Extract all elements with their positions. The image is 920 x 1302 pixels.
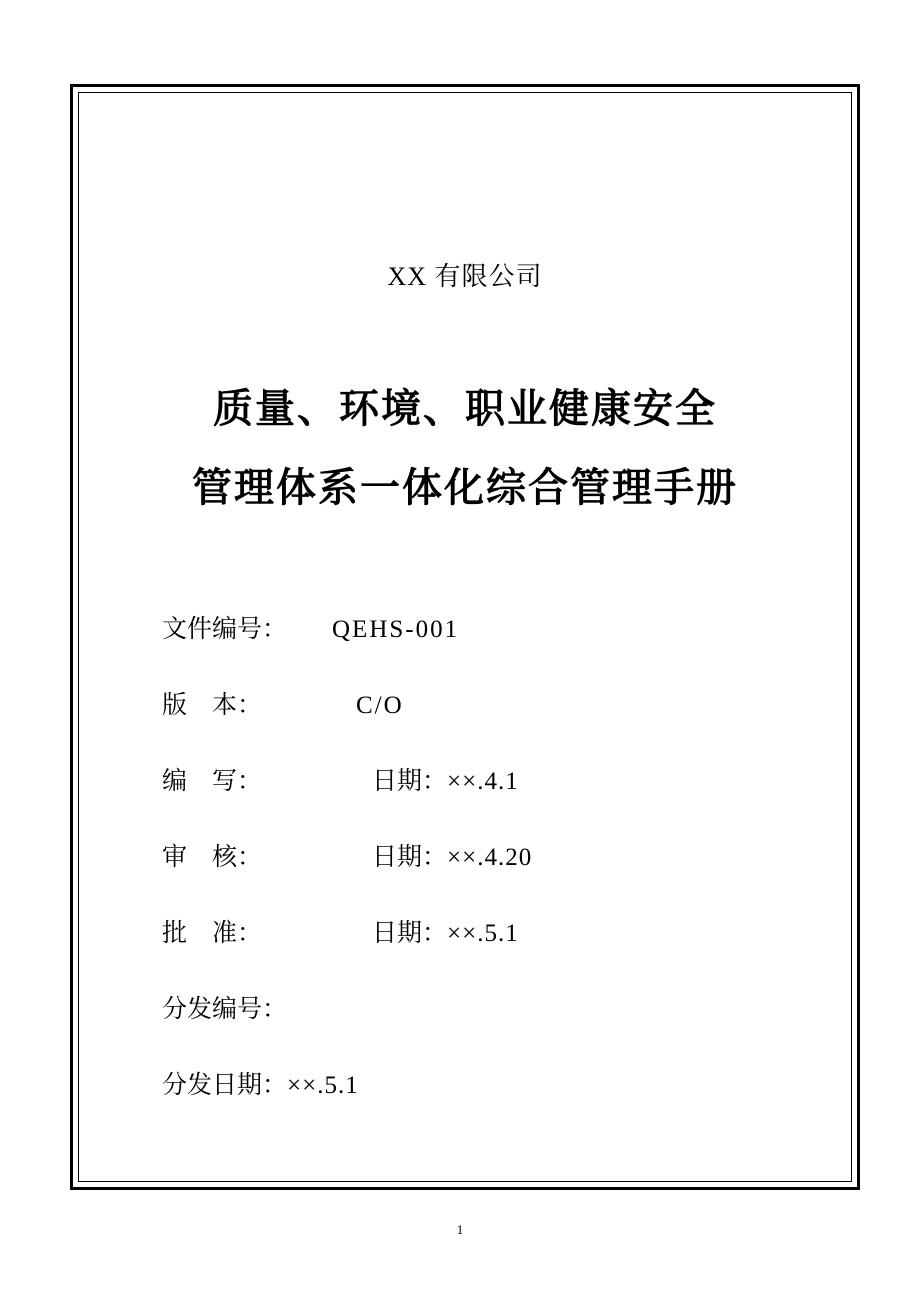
document-title-line-2: 管理体系一体化综合管理手册	[192, 465, 738, 511]
field-row-author	[162, 761, 840, 797]
approver-label: 批 准：	[162, 920, 263, 947]
version-value: C/O	[356, 692, 404, 719]
cover-content	[90, 104, 840, 1170]
field-row-reviewer	[162, 837, 840, 873]
field-row-document-number	[162, 609, 840, 645]
approver-date-label: 日期：	[372, 920, 448, 947]
document-title	[90, 377, 840, 513]
author-label: 编 写：	[162, 768, 263, 795]
author-date-label: 日期：	[372, 768, 448, 795]
author-date-value: ××.4.1	[447, 768, 519, 795]
reviewer-date-label: 日期：	[372, 844, 448, 871]
reviewer-label: 审 核：	[162, 844, 263, 871]
document-number-label: 文件编号：	[162, 616, 288, 643]
reviewer-date-value: ××.4.20	[447, 844, 533, 871]
page-number: 1	[456, 1222, 464, 1237]
document-title-line-1: 质量、环境、职业健康安全	[213, 386, 717, 432]
field-row-approver	[162, 913, 840, 949]
field-row-distribution-date	[162, 1065, 840, 1101]
company-name: XX 有限公司	[387, 262, 543, 291]
approver-date-value: ××.5.1	[447, 920, 519, 947]
distribution-date-value: ××.5.1	[287, 1072, 359, 1099]
version-label: 版 本：	[162, 692, 263, 719]
distribution-number-label: 分发编号：	[162, 996, 288, 1023]
metadata-fields	[162, 609, 840, 1101]
field-row-version	[162, 685, 840, 721]
field-row-distribution-number	[162, 989, 840, 1025]
distribution-date-label: 分发日期：	[162, 1072, 288, 1099]
document-number-value: QEHS-001	[332, 616, 460, 643]
